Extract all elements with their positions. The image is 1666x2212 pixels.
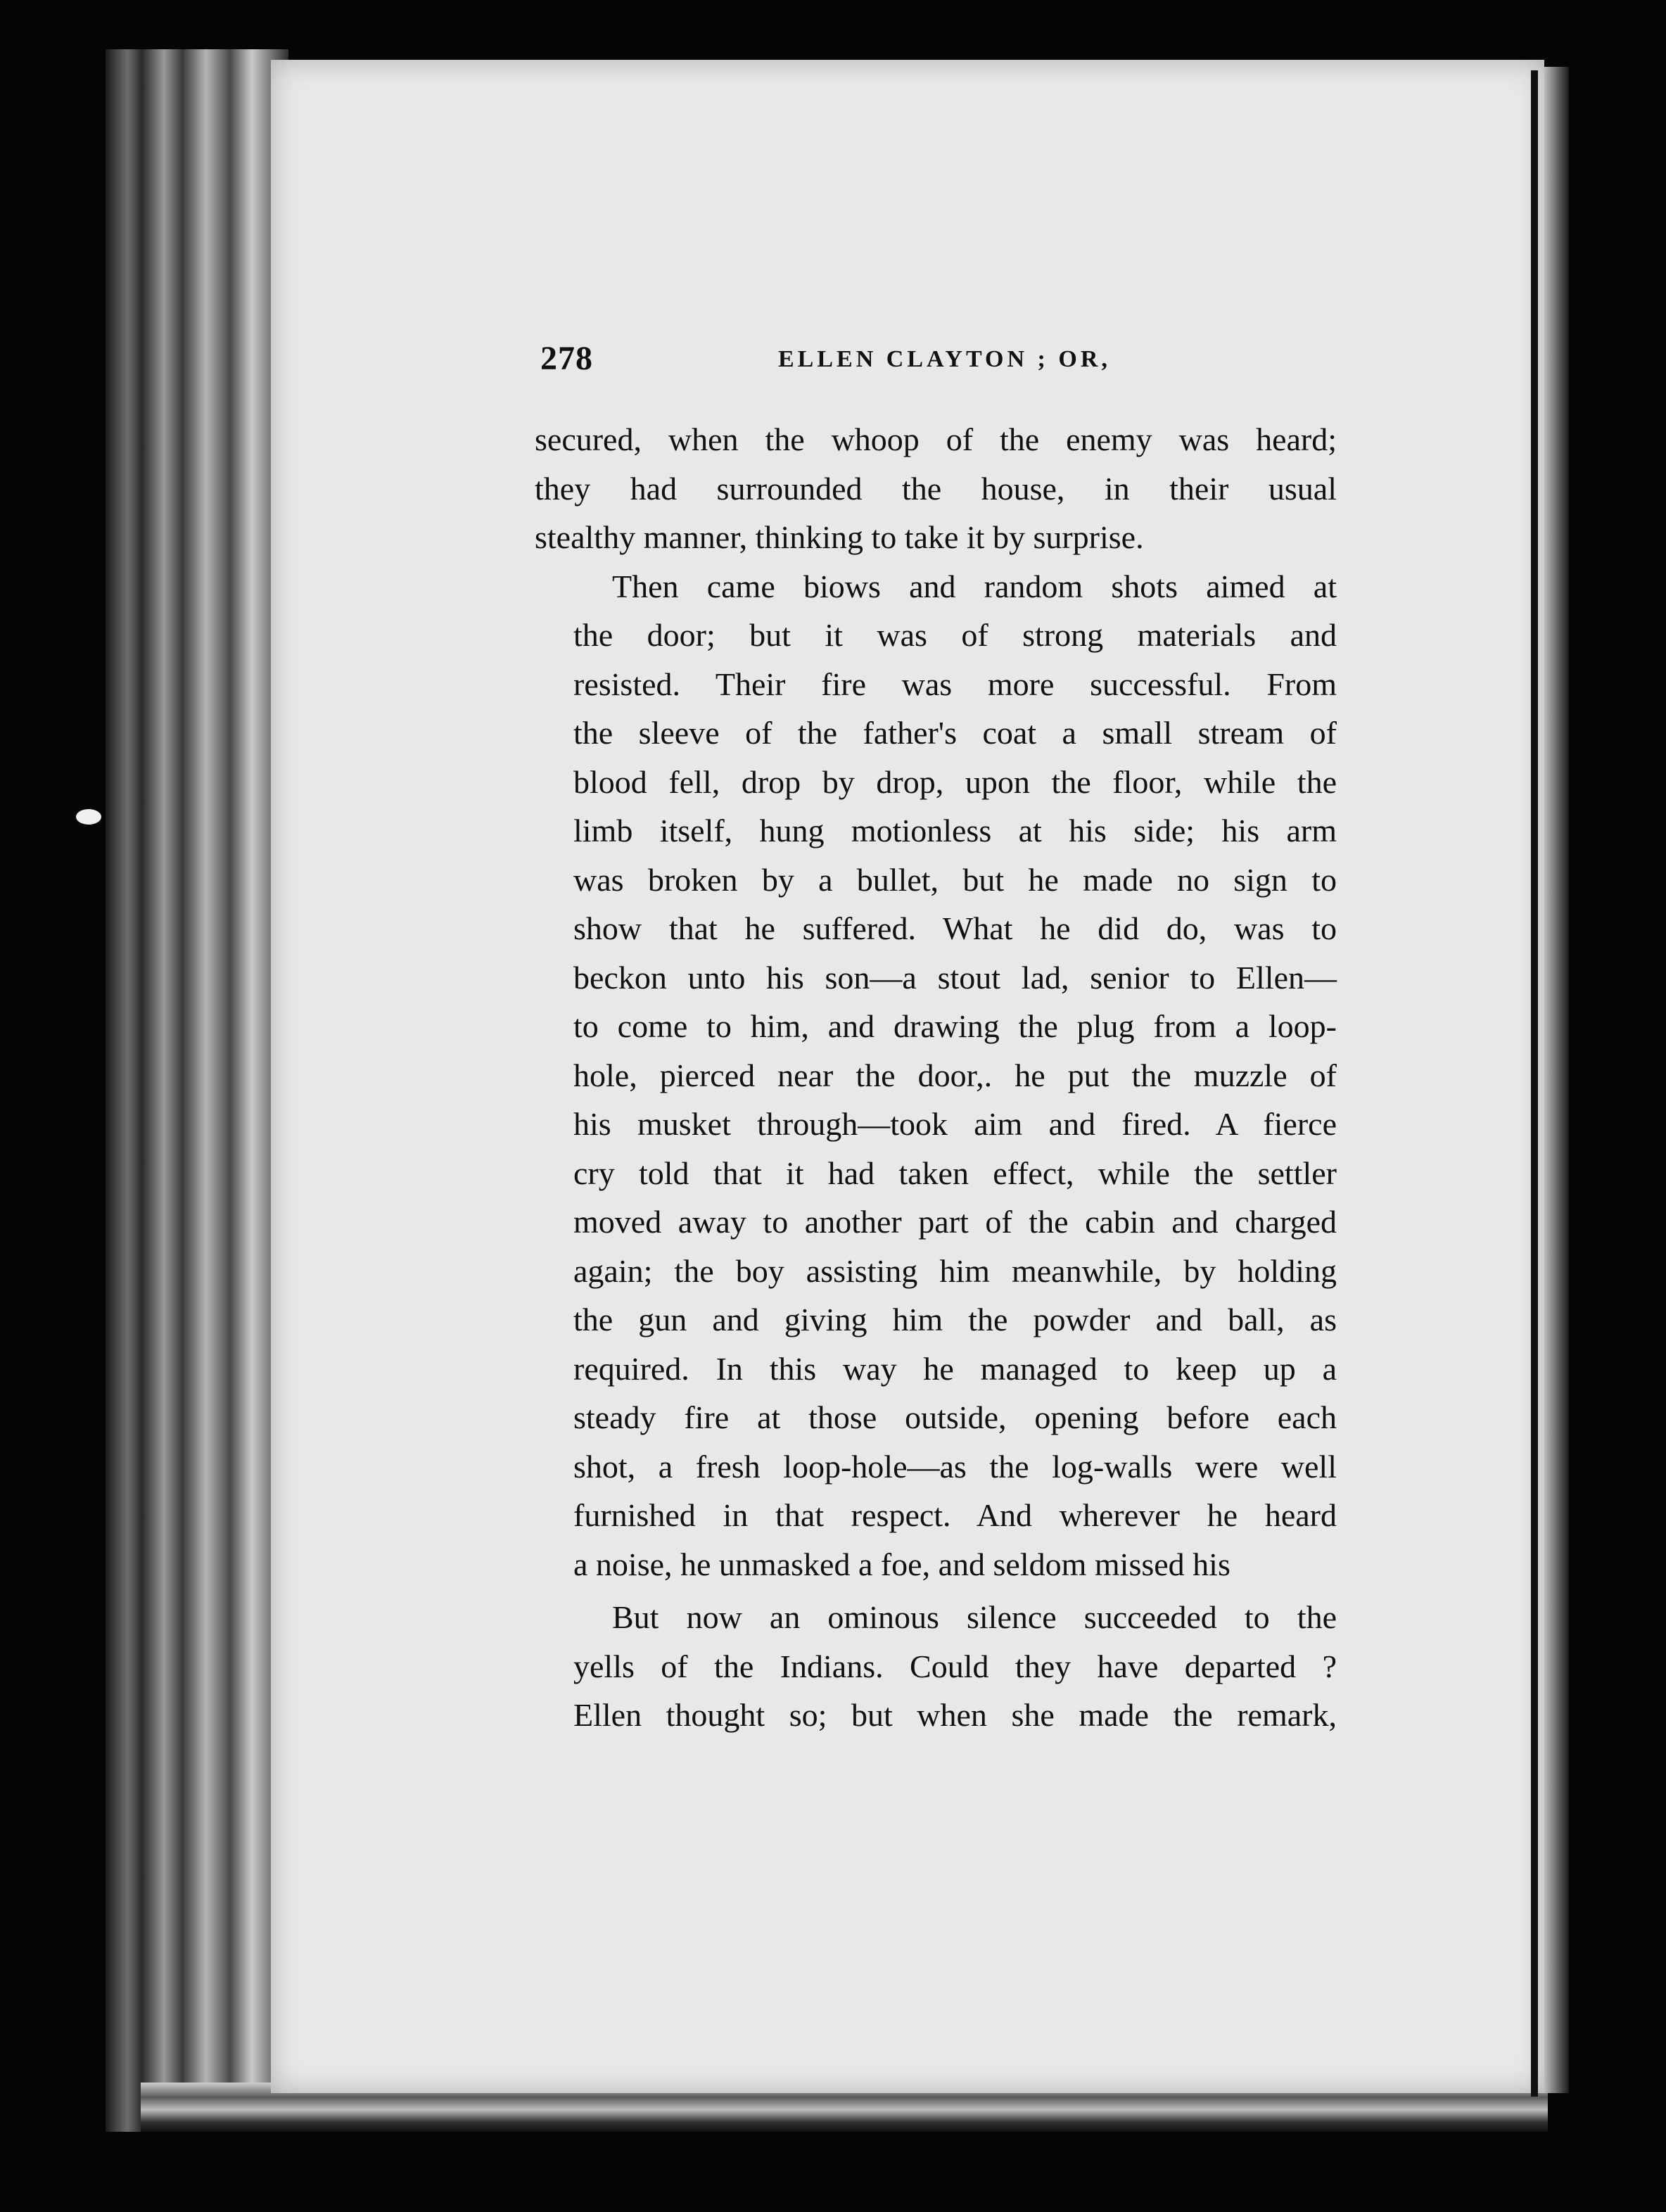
text-line: blood fell, drop by drop, upon the floor, while the — [573, 763, 1337, 800]
text-line: shot, a fresh loop-hole—as the log-walls were well — [573, 1448, 1337, 1485]
text-line: secured, when the whoop of the enemy was heard; — [535, 421, 1337, 457]
text-line: again; the boy assisting him meanwhile, by holding — [573, 1252, 1337, 1289]
text-line: stealthy manner, thinking to take it by surprise. — [535, 519, 1144, 555]
text-line: the door; but it was of strong materials and — [573, 617, 1337, 653]
paragraph-1 — [535, 415, 1337, 562]
book-spine-edge — [106, 49, 288, 2132]
text-line: steady fire at those outside, opening before each — [573, 1399, 1337, 1435]
page-edge-line — [1531, 70, 1538, 2097]
text-line: hole, pierced near the door,. he put the muzzle of — [573, 1057, 1337, 1093]
paragraph-3 — [535, 1593, 1337, 1740]
paragraph-2 — [535, 562, 1337, 1589]
text-line: the gun and giving him the powder and ball, as — [573, 1302, 1337, 1337]
text-line: his musket through—took aim and fired. A fierce — [573, 1106, 1337, 1142]
text-line: resisted. Their fire was more successful. From — [573, 666, 1337, 702]
text-line: limb itself, hung motionless at his side; his arm — [573, 813, 1337, 848]
scan-speck — [76, 809, 101, 825]
text-line: But now an ominous silence succeeded to the — [612, 1599, 1337, 1635]
text-line: they had surrounded the house, in their usual — [535, 470, 1337, 507]
body-text — [535, 415, 1337, 1740]
text-line: to come to him, and drawing the plug from a loop- — [573, 1008, 1337, 1044]
page-number: 278 — [540, 340, 593, 377]
text-line: was broken by a bullet, but he made no sign to — [573, 861, 1337, 898]
text-line: beckon unto his son—a stout lad, senior to Ellen— — [573, 959, 1337, 996]
text-line: required. In this way he managed to keep up a — [573, 1350, 1337, 1387]
text-line: cry told that it had taken effect, while the settler — [573, 1155, 1337, 1191]
text-line: Then came biows and random shots aimed at — [612, 568, 1337, 604]
page-header — [540, 339, 1335, 388]
running-head: ELLEN CLAYTON ; OR, — [778, 346, 1111, 372]
text-line: show that he suffered. What he did do, was to — [573, 910, 1337, 946]
text-line: moved away to another part of the cabin and charged — [573, 1204, 1337, 1240]
text-line: Ellen thought so; but when she made the remark, — [573, 1697, 1337, 1733]
text-line: a noise, he unmasked a foe, and seldom missed his — [573, 1546, 1231, 1582]
text-line: yells of the Indians. Could they have departed ? — [573, 1648, 1337, 1684]
text-line: furnished in that respect. And wherever he heard — [573, 1497, 1337, 1533]
text-line: the sleeve of the father's coat a small stream of — [573, 715, 1337, 751]
